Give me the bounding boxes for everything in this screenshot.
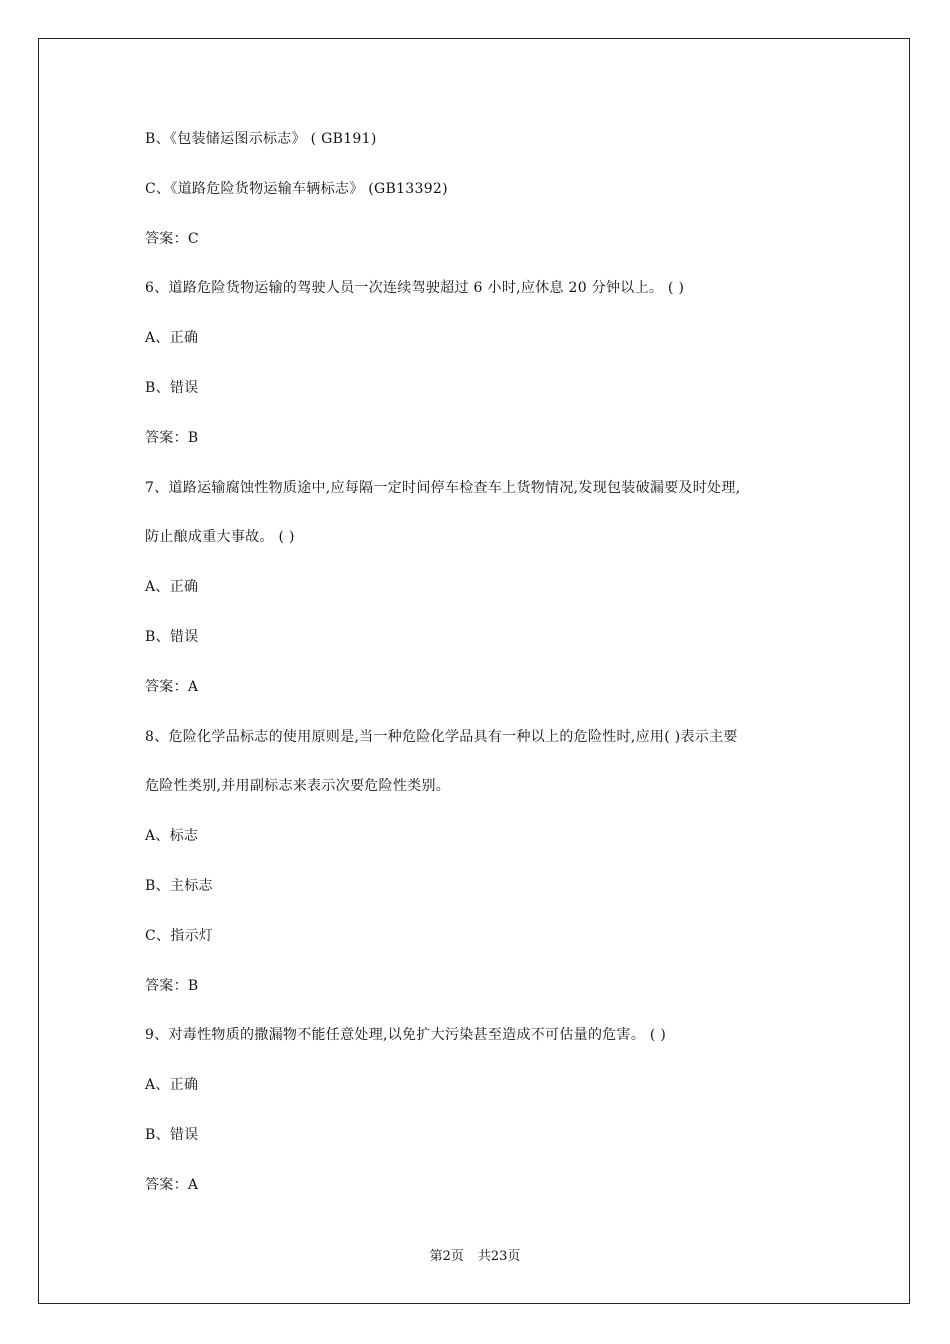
option-b-line: B、《包装储运图示标志》 ( GB191): [145, 131, 377, 147]
page-number: 第2页: [429, 1249, 464, 1264]
question-7: 7、道路运输腐蚀性物质途中,应每隔一定时间停车检查车上货物情况,发现包装破漏要及时处理,: [145, 479, 741, 496]
answer-line: 答案：B: [145, 429, 199, 446]
question-8: 8、危险化学品标志的使用原则是,当一种危险化学品具有一种以上的危险性时,应用( )表示主要: [145, 728, 738, 745]
answer-line: 答案：C: [145, 230, 199, 247]
page-footer: [0, 1248, 950, 1266]
option-c-line: C、指示灯: [145, 927, 214, 944]
option-a-line: A、标志: [145, 828, 199, 845]
question-7-continued: 防止酿成重大事故。 ( ): [145, 529, 295, 546]
document-body: [145, 126, 825, 1222]
option-a-line: A、正确: [145, 330, 199, 347]
option-b-line: B、错误: [145, 379, 199, 396]
option-b-line: B、错误: [145, 1126, 199, 1143]
answer-line: 答案：A: [145, 1176, 199, 1193]
option-a-line: A、正确: [145, 1077, 199, 1094]
answer-line: 答案：B: [145, 977, 199, 994]
question-9: 9、对毒性物质的撒漏物不能任意处理,以免扩大污染甚至造成不可估量的危害。 ( ): [145, 1027, 667, 1044]
option-b-line: B、错误: [145, 628, 199, 645]
option-c-line: C、《道路危险货物运输车辆标志》 (GB13392): [145, 180, 448, 197]
option-a-line: A、正确: [145, 579, 199, 596]
page-total: 共23页: [477, 1249, 521, 1264]
question-8-continued: 危险性类别,并用副标志来表示次要危险性类别。: [145, 778, 451, 795]
option-b-line: B、主标志: [145, 877, 213, 894]
question-6: 6、道路危险货物运输的驾驶人员一次连续驾驶超过 6 小时,应休息 20 分钟以上。 ( ): [145, 280, 685, 297]
answer-line: 答案：A: [145, 678, 199, 695]
